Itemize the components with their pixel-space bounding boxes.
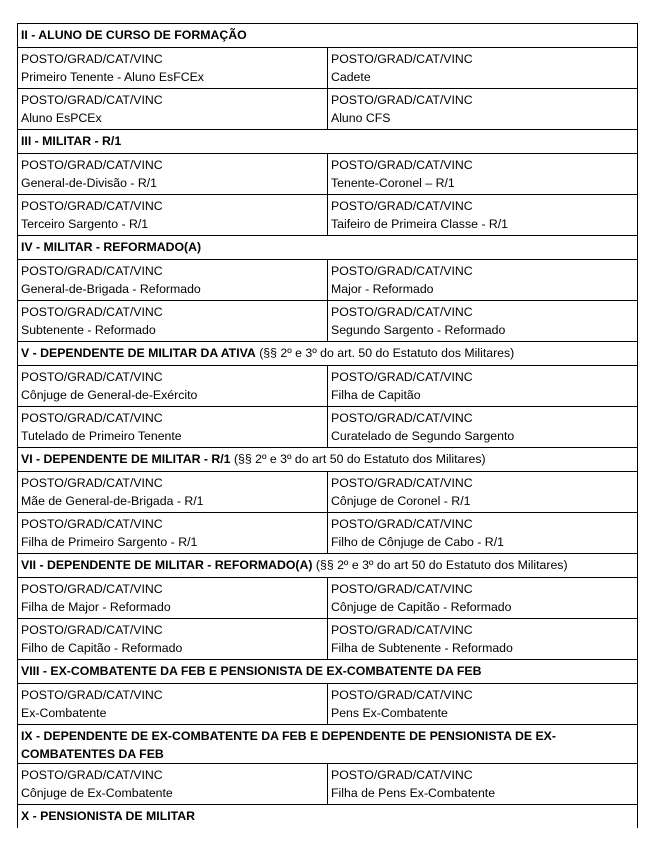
section-header — [18, 554, 638, 578]
rank-cell — [18, 619, 328, 660]
section-header-row — [18, 725, 638, 764]
field-label: POSTO/GRAD/CAT/VINC — [331, 517, 473, 531]
rank-cell — [18, 684, 328, 725]
rank-cell — [18, 260, 328, 301]
section-title: V - DEPENDENTE DE MILITAR DA ATIVA — [21, 346, 256, 360]
field-label: POSTO/GRAD/CAT/VINC — [21, 688, 163, 702]
rank-cell — [18, 764, 328, 805]
field-value: Filha de Primeiro Sargento - R/1 — [21, 535, 198, 549]
field-value: Cônjuge de Ex-Combatente — [21, 786, 173, 800]
rank-cell — [328, 578, 638, 619]
section-header — [18, 342, 638, 366]
field-label: POSTO/GRAD/CAT/VINC — [21, 93, 163, 107]
field-value: Tutelado de Primeiro Tenente — [21, 429, 182, 443]
field-value: Cônjuge de Coronel - R/1 — [331, 494, 471, 508]
field-label: POSTO/GRAD/CAT/VINC — [331, 52, 473, 66]
section-title: VIII - EX-COMBATENTE DA FEB E PENSIONISTA DE EX-COMBATENTE DA FEB — [21, 664, 482, 678]
rank-cell — [328, 301, 638, 342]
field-label: POSTO/GRAD/CAT/VINC — [331, 264, 473, 278]
section-header — [18, 660, 638, 684]
section-title: IV - MILITAR - REFORMADO(A) — [21, 240, 202, 254]
section-header — [18, 805, 638, 829]
rank-cell — [328, 764, 638, 805]
field-label: POSTO/GRAD/CAT/VINC — [21, 517, 163, 531]
table-row — [18, 366, 638, 407]
table-row — [18, 407, 638, 448]
table-row — [18, 513, 638, 554]
rank-cell — [328, 472, 638, 513]
field-value: Pens Ex-Combatente — [331, 706, 448, 720]
field-value: Filha de Pens Ex-Combatente — [331, 786, 496, 800]
rank-cell — [18, 407, 328, 448]
table-row — [18, 472, 638, 513]
field-label: POSTO/GRAD/CAT/VINC — [331, 768, 473, 782]
rank-cell — [18, 472, 328, 513]
section-header-row — [18, 805, 638, 829]
field-value: Segundo Sargento - Reformado — [331, 323, 506, 337]
table-row — [18, 578, 638, 619]
field-label: POSTO/GRAD/CAT/VINC — [21, 199, 163, 213]
rank-cell — [328, 619, 638, 660]
field-value: Filha de Subtenente - Reformado — [331, 641, 513, 655]
field-label: POSTO/GRAD/CAT/VINC — [331, 582, 473, 596]
field-value: Aluno CFS — [331, 111, 391, 125]
field-label: POSTO/GRAD/CAT/VINC — [21, 476, 163, 490]
rank-cell — [18, 195, 328, 236]
section-header-row — [18, 448, 638, 472]
table-row — [18, 684, 638, 725]
field-value: Curatelado de Segundo Sargento — [331, 429, 515, 443]
rank-cell — [328, 260, 638, 301]
rank-cell — [18, 578, 328, 619]
table-row — [18, 301, 638, 342]
field-label: POSTO/GRAD/CAT/VINC — [331, 199, 473, 213]
field-label: POSTO/GRAD/CAT/VINC — [21, 52, 163, 66]
section-header — [18, 24, 638, 48]
field-value: Terceiro Sargento - R/1 — [21, 217, 149, 231]
rank-cell — [18, 48, 328, 89]
rank-cell — [328, 684, 638, 725]
section-header — [18, 236, 638, 260]
field-label: POSTO/GRAD/CAT/VINC — [331, 305, 473, 319]
field-label: POSTO/GRAD/CAT/VINC — [331, 476, 473, 490]
section-header — [18, 725, 638, 764]
section-title: X - PENSIONISTA DE MILITAR — [21, 809, 195, 823]
section-header-row — [18, 236, 638, 260]
field-label: POSTO/GRAD/CAT/VINC — [331, 158, 473, 172]
section-header-row — [18, 130, 638, 154]
section-title: VII - DEPENDENTE DE MILITAR - REFORMADO(A) — [21, 558, 313, 572]
field-label: POSTO/GRAD/CAT/VINC — [331, 411, 473, 425]
rank-cell — [328, 366, 638, 407]
table-row — [18, 48, 638, 89]
field-label: POSTO/GRAD/CAT/VINC — [21, 411, 163, 425]
table-row — [18, 764, 638, 805]
rank-cell — [18, 513, 328, 554]
rank-cell — [18, 301, 328, 342]
section-title: II - ALUNO DE CURSO DE FORMAÇÃO — [21, 28, 247, 42]
section-header — [18, 130, 638, 154]
field-value: General-de-Divisão - R/1 — [21, 176, 157, 190]
section-header-row — [18, 342, 638, 366]
table-row — [18, 89, 638, 130]
section-note: (§§ 2º e 3º do art 50 do Estatuto dos Militares) — [233, 452, 486, 466]
field-value: Cônjuge de Capitão - Reformado — [331, 600, 512, 614]
section-header-row — [18, 24, 638, 48]
classification-table — [17, 23, 638, 828]
section-title: III - MILITAR - R/1 — [21, 134, 122, 148]
rank-cell — [328, 154, 638, 195]
rank-cell — [328, 407, 638, 448]
field-label: POSTO/GRAD/CAT/VINC — [331, 93, 473, 107]
table-body — [18, 24, 638, 829]
rank-cell — [18, 89, 328, 130]
field-value: Mãe de General-de-Brigada - R/1 — [21, 494, 204, 508]
field-value: Filho de Capitão - Reformado — [21, 641, 183, 655]
field-value: Filho de Cônjuge de Cabo - R/1 — [331, 535, 504, 549]
section-header — [18, 448, 638, 472]
section-note: (§§ 2º e 3º do art 50 do Estatuto dos Militares) — [315, 558, 568, 572]
section-header-row — [18, 660, 638, 684]
field-value: General-de-Brigada - Reformado — [21, 282, 201, 296]
rank-cell — [328, 89, 638, 130]
table-row — [18, 195, 638, 236]
field-value: Cadete — [331, 70, 371, 84]
rank-cell — [18, 154, 328, 195]
rank-cell — [328, 195, 638, 236]
field-label: POSTO/GRAD/CAT/VINC — [21, 305, 163, 319]
field-label: POSTO/GRAD/CAT/VINC — [331, 623, 473, 637]
section-title: IX - DEPENDENTE DE EX-COMBATENTE DA FEB E DEPENDENTE DE PENSIONISTA DE EX-COMBATENTES DA FEB — [21, 729, 556, 761]
table-row — [18, 260, 638, 301]
table-row — [18, 154, 638, 195]
section-note: (§§ 2º e 3º do art. 50 do Estatuto dos Militares) — [259, 346, 515, 360]
field-value: Primeiro Tenente - Aluno EsFCEx — [21, 70, 204, 84]
field-label: POSTO/GRAD/CAT/VINC — [21, 264, 163, 278]
field-value: Tenente-Coronel – R/1 — [331, 176, 455, 190]
field-label: POSTO/GRAD/CAT/VINC — [21, 623, 163, 637]
field-value: Cônjuge de General-de-Exército — [21, 388, 198, 402]
field-value: Taifeiro de Primeira Classe - R/1 — [331, 217, 508, 231]
field-value: Filha de Major - Reformado — [21, 600, 171, 614]
field-label: POSTO/GRAD/CAT/VINC — [331, 370, 473, 384]
rank-cell — [328, 513, 638, 554]
section-title: VI - DEPENDENTE DE MILITAR - R/1 — [21, 452, 231, 466]
field-label: POSTO/GRAD/CAT/VINC — [21, 768, 163, 782]
field-label: POSTO/GRAD/CAT/VINC — [331, 688, 473, 702]
rank-cell — [328, 48, 638, 89]
field-value: Ex-Combatente — [21, 706, 107, 720]
field-value: Filha de Capitão — [331, 388, 421, 402]
field-value: Aluno EsPCEx — [21, 111, 102, 125]
field-value: Major - Reformado — [331, 282, 434, 296]
field-label: POSTO/GRAD/CAT/VINC — [21, 370, 163, 384]
rank-cell — [18, 366, 328, 407]
field-value: Subtenente - Reformado — [21, 323, 156, 337]
table-row — [18, 619, 638, 660]
section-header-row — [18, 554, 638, 578]
field-label: POSTO/GRAD/CAT/VINC — [21, 582, 163, 596]
field-label: POSTO/GRAD/CAT/VINC — [21, 158, 163, 172]
